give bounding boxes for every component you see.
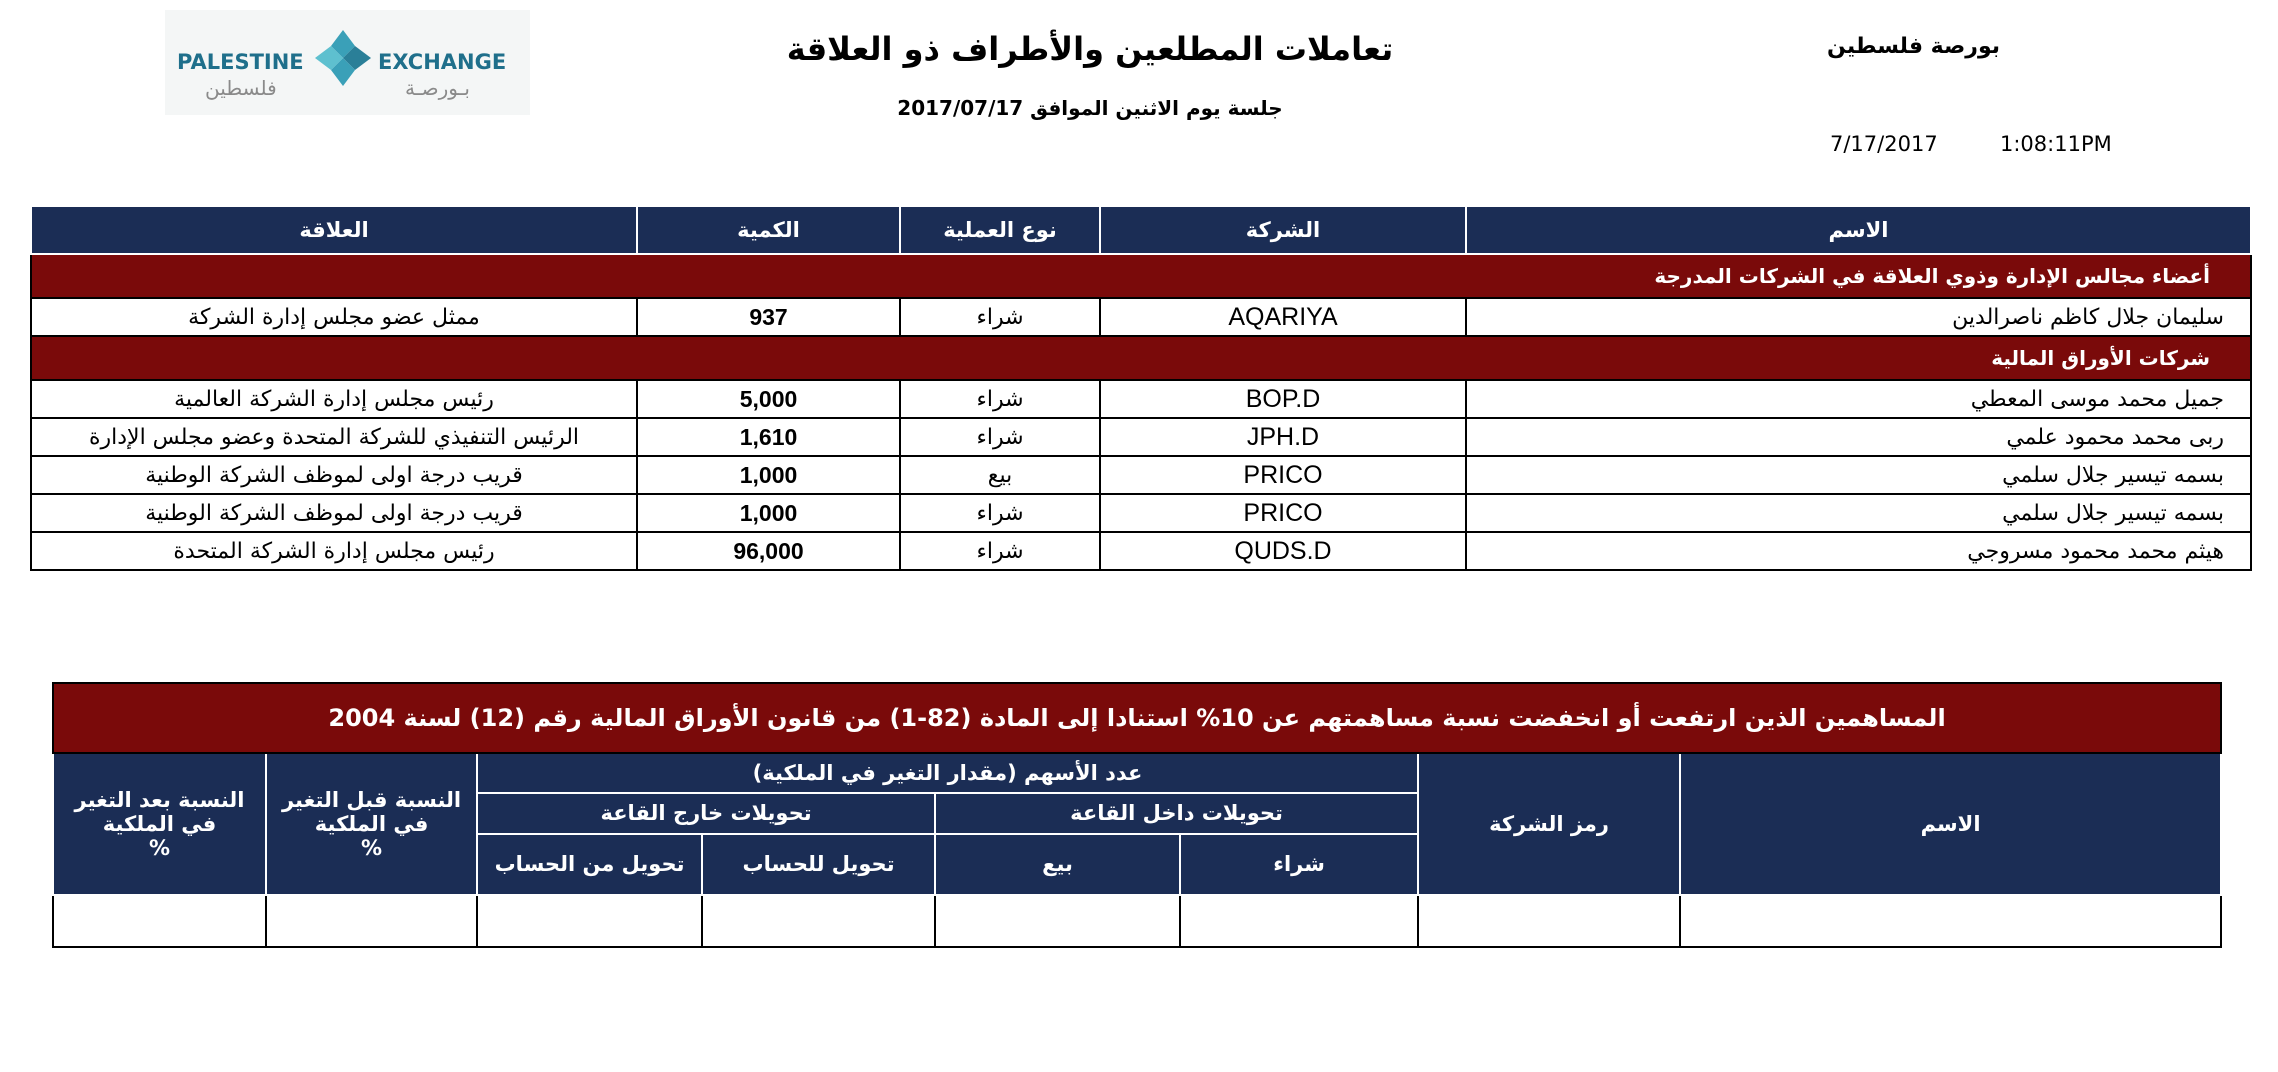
column-header-company: الشركة [1100, 206, 1466, 254]
column-header-from-account: تحويل من الحساب [477, 834, 702, 895]
empty-cell [1418, 895, 1680, 947]
cell-company: PRICO [1100, 456, 1466, 494]
table-row [31, 532, 2251, 570]
before-change-line2: في الملكية [314, 812, 429, 836]
after-change-percent: % [149, 836, 171, 860]
column-header-operation: نوع العملية [900, 206, 1100, 254]
section-header-row [31, 336, 2251, 380]
cell-operation: بيع [900, 456, 1100, 494]
empty-cell [935, 895, 1180, 947]
column-header-name: الاسم [1466, 206, 2251, 254]
exchange-name: بورصة فلسطين [1827, 34, 2000, 59]
cell-quantity: 1,610 [637, 418, 900, 456]
column-header-inside-hall: تحويلات داخل القاعة [935, 793, 1418, 833]
cell-relation: قريب درجة اولى لموظف الشركة الوطنية [31, 456, 637, 494]
cell-operation: شراء [900, 298, 1100, 336]
table-row [31, 380, 2251, 418]
cell-quantity: 5,000 [637, 380, 900, 418]
column-header-relation: العلاقة [31, 206, 637, 254]
cell-quantity: 937 [637, 298, 900, 336]
logo-text-arabic-right: بـورصـة [405, 76, 470, 100]
cell-company: JPH.D [1100, 418, 1466, 456]
section-title: أعضاء مجالس الإدارة وذوي العلاقة في الشركات المدرجة [31, 254, 2251, 298]
empty-cell [702, 895, 935, 947]
logo-text-english-right: EXCHANGE [378, 50, 507, 74]
before-change-percent: % [361, 836, 383, 860]
column-header-after-change [53, 753, 266, 895]
cell-name: جميل محمد موسى المعطي [1466, 380, 2251, 418]
column-header-quantity: الكمية [637, 206, 900, 254]
column-header-before-change [266, 753, 477, 895]
after-change-line2: في الملكية [102, 812, 217, 836]
before-change-line1: النسبة قبل التغير [281, 788, 462, 812]
section-title: شركات الأوراق المالية [31, 336, 2251, 380]
empty-cell [1680, 895, 2221, 947]
cell-operation: شراء [900, 380, 1100, 418]
empty-cell [1180, 895, 1418, 947]
cell-company: AQARIYA [1100, 298, 1466, 336]
insider-trades-table [30, 205, 2252, 571]
cell-name: هيثم محمد محمود مسروجي [1466, 532, 2251, 570]
empty-cell [53, 895, 266, 947]
cell-relation: قريب درجة اولى لموظف الشركة الوطنية [31, 494, 637, 532]
column-header-name: الاسم [1680, 753, 2221, 895]
session-date: جلسة يوم الاثنين الموافق 2017/07/17 [897, 96, 1283, 120]
column-header-shares-group: عدد الأسهم (مقدار التغير في الملكية) [477, 753, 1418, 793]
cell-name: سليمان جلال كاظم ناصرالدين [1466, 298, 2251, 336]
cell-company: BOP.D [1100, 380, 1466, 418]
cell-name: ربى محمد محمود علمي [1466, 418, 2251, 456]
after-change-line1: النسبة بعد التغير [74, 788, 245, 812]
column-header-buy: شراء [1180, 834, 1418, 895]
cell-name: بسمه تيسير جلال سلمي [1466, 494, 2251, 532]
logo-x-icon [307, 22, 379, 94]
cell-quantity: 1,000 [637, 494, 900, 532]
cell-relation: الرئيس التنفيذي للشركة المتحدة وعضو مجلس الإدارة [31, 418, 637, 456]
print-time: 1:08:11PM [2000, 132, 2112, 156]
palestine-exchange-logo [165, 10, 530, 115]
logo-text-arabic-left: فلسطين [205, 76, 277, 100]
table-row [31, 494, 2251, 532]
cell-operation: شراء [900, 494, 1100, 532]
section-header-row [31, 254, 2251, 298]
column-header-outside-hall: تحويلات خارج القاعة [477, 793, 935, 833]
table-header-row [31, 206, 2251, 254]
cell-company: PRICO [1100, 494, 1466, 532]
table-row [53, 895, 2221, 947]
print-date: 7/17/2017 [1830, 132, 1938, 156]
empty-cell [477, 895, 702, 947]
logo-text-english-left: PALESTINE [177, 50, 304, 74]
page-title: تعاملات المطلعين والأطراف ذو العلاقة [786, 30, 1394, 68]
cell-operation: شراء [900, 532, 1100, 570]
cell-name: بسمه تيسير جلال سلمي [1466, 456, 2251, 494]
shareholders-banner: المساهمين الذين ارتفعت أو انخفضت نسبة مساهمتهم عن 10% استنادا إلى المادة (82-1) من قانون الأوراق المالية رقم (12) لسنة 2004 [53, 683, 2221, 753]
cell-relation: ممثل عضو مجلس إدارة الشركة [31, 298, 637, 336]
column-header-symbol: رمز الشركة [1418, 753, 1680, 895]
table-row [31, 418, 2251, 456]
cell-relation: رئيس مجلس إدارة الشركة العالمية [31, 380, 637, 418]
table-row [31, 298, 2251, 336]
major-shareholders-table [52, 682, 2222, 948]
cell-relation: رئيس مجلس إدارة الشركة المتحدة [31, 532, 637, 570]
table-row [31, 456, 2251, 494]
empty-cell [266, 895, 477, 947]
column-header-sell: بيع [935, 834, 1180, 895]
cell-quantity: 96,000 [637, 532, 900, 570]
cell-operation: شراء [900, 418, 1100, 456]
cell-quantity: 1,000 [637, 456, 900, 494]
column-header-to-account: تحويل للحساب [702, 834, 935, 895]
cell-company: QUDS.D [1100, 532, 1466, 570]
